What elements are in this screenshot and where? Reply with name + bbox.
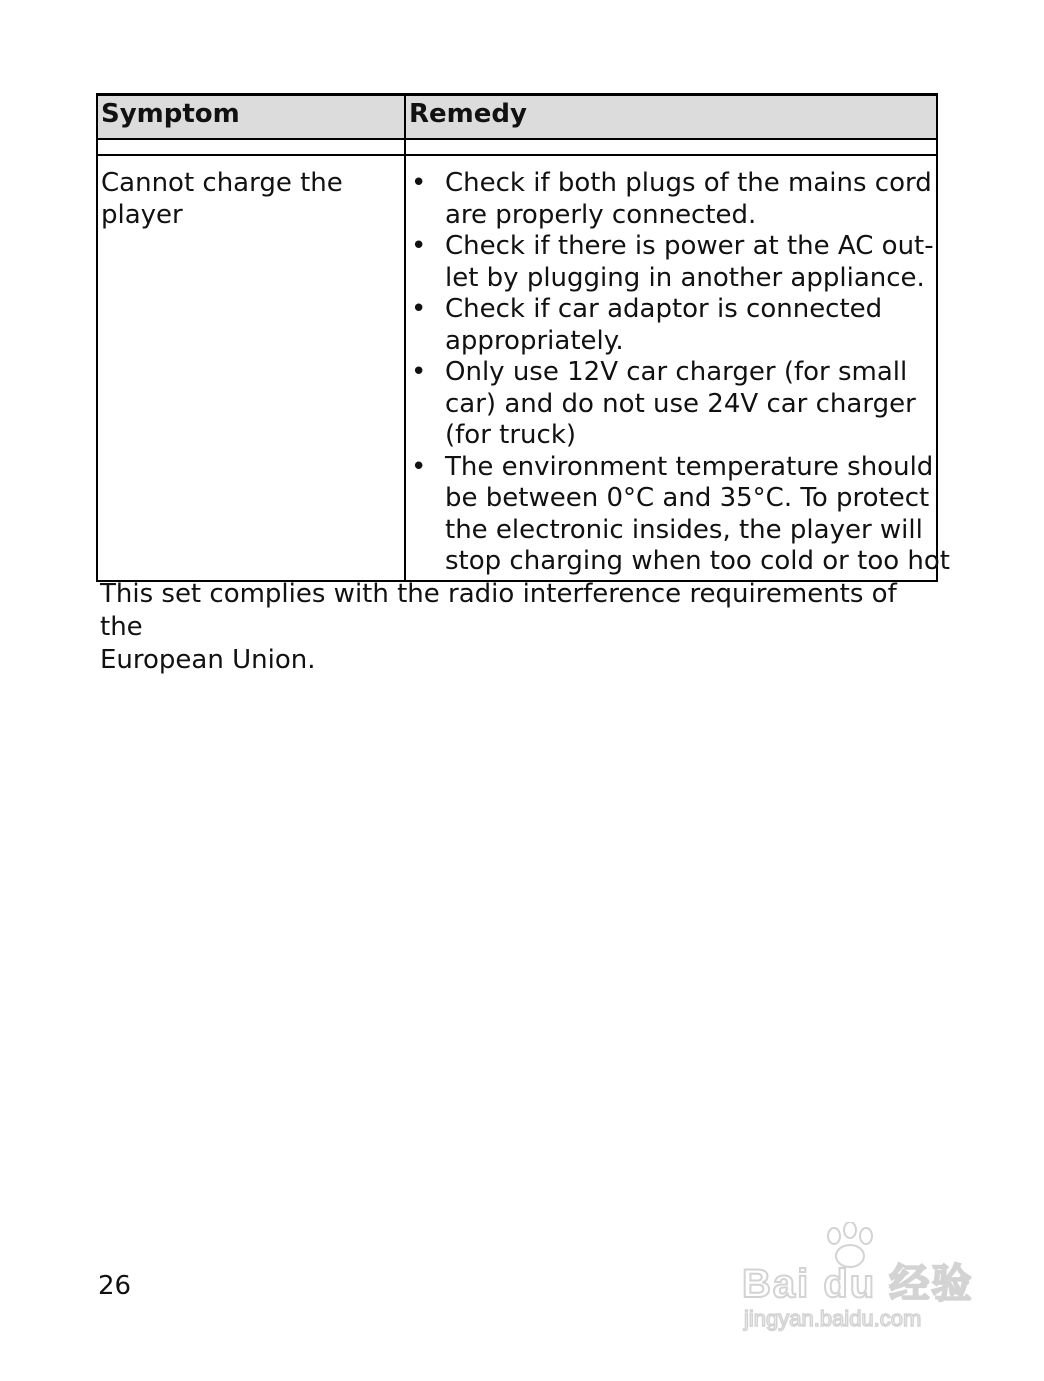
bullet: • bbox=[411, 451, 427, 482]
remedy-item bbox=[409, 168, 933, 231]
remedy-line: The environment temperature should bbox=[445, 451, 934, 482]
bullet: • bbox=[411, 168, 427, 198]
remedy-item bbox=[409, 294, 933, 357]
bullet: • bbox=[411, 294, 427, 324]
remedy-line: are properly connected. bbox=[445, 199, 757, 230]
watermark-brand: Bai du 经验 bbox=[742, 1262, 974, 1306]
remedy-item bbox=[409, 231, 933, 294]
remedy-line: (for truck) bbox=[445, 420, 577, 450]
remedy-cell bbox=[405, 155, 950, 581]
watermark-site: jingyan.baidu.com bbox=[744, 1306, 922, 1331]
symptom-line: player bbox=[101, 199, 183, 230]
compliance-note bbox=[100, 578, 940, 677]
remedy-line: be between 0°C and 35°C. To protect bbox=[445, 483, 930, 513]
remedy-item bbox=[409, 451, 950, 578]
remedy-line: Check if there is power at the AC out- bbox=[445, 231, 934, 261]
table-row bbox=[97, 155, 937, 581]
remedy-item bbox=[409, 357, 933, 452]
remedy-line: stop charging when too cold or too hot bbox=[445, 546, 950, 576]
remedy-list bbox=[409, 168, 950, 578]
bullet: • bbox=[411, 231, 427, 261]
remedy-line: Check if car adaptor is connected bbox=[445, 294, 883, 324]
baidu-jingyan-watermark bbox=[738, 1222, 988, 1342]
bullet: • bbox=[411, 357, 427, 387]
remedy-line: Only use 12V car charger (for small bbox=[445, 357, 908, 387]
symptom-cell bbox=[97, 155, 405, 581]
note-line: European Union. bbox=[100, 645, 316, 675]
remedy-line: appropriately. bbox=[445, 325, 624, 356]
header-gap bbox=[97, 139, 937, 155]
note-line: This set complies with the radio interference requirements of the bbox=[100, 579, 897, 642]
header-remedy: Remedy bbox=[405, 95, 937, 140]
page-number: 26 bbox=[98, 1271, 132, 1301]
remedy-line: let by plugging in another appliance. bbox=[445, 262, 925, 293]
troubleshooting-table bbox=[96, 93, 950, 582]
symptom-line: Cannot charge the bbox=[101, 168, 343, 198]
table-header-row bbox=[97, 95, 937, 140]
remedy-line: Check if both plugs of the mains cord bbox=[445, 168, 932, 198]
remedy-line: the electronic insides, the player will bbox=[445, 514, 923, 545]
header-symptom: Symptom bbox=[97, 95, 405, 140]
remedy-line: car) and do not use 24V car charger bbox=[445, 388, 916, 419]
